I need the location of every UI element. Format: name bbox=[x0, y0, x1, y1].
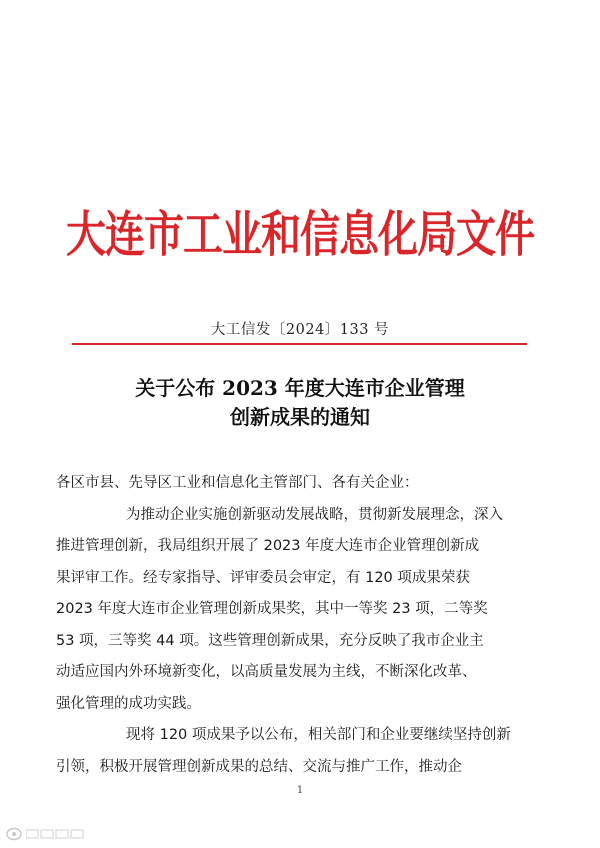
watermark bbox=[6, 826, 86, 842]
paragraph-line: 现将 120 项成果予以公布，相关部门和企业要继续坚持创新 bbox=[126, 727, 511, 743]
paragraph-line: 2023 年度大连市企业管理创新成果奖，其中一等奖 23 项，二等奖 bbox=[56, 601, 488, 617]
body-text bbox=[56, 468, 544, 783]
paragraph-line: 为推动企业实施创新驱动发展战略，贯彻新发展理念，深入 bbox=[126, 506, 503, 523]
watermark-mark bbox=[26, 828, 86, 840]
red-divider bbox=[72, 343, 527, 345]
salutation: 各区市县、先导区工业和信息化主管部门、各有关企业： bbox=[56, 475, 419, 491]
logo-icon bbox=[6, 827, 22, 841]
notice-title-line: 关于公布 2023 年度大连市企业管理 bbox=[135, 376, 465, 400]
notice-title-line: 创新成果的通知 bbox=[230, 405, 370, 429]
paragraph-line: 动适应国内外环境新变化，以高质量发展为主线，不断深化改革、 bbox=[56, 664, 477, 680]
paragraph-line: 53 项，三等奖 44 项。这些管理创新成果，充分反映了我市企业主 bbox=[56, 632, 484, 649]
notice-title bbox=[0, 374, 600, 432]
paragraph-line: 推进管理创新，我局组织开展了 2023 年度大连市企业管理创新成 bbox=[56, 538, 480, 554]
document-number: 大工信发〔2024〕133 号 bbox=[210, 322, 390, 338]
paragraph-line: 强化管理的成功实践。 bbox=[56, 695, 201, 712]
paragraph-line: 引领，积极开展管理创新成果的总结、交流与推广工作，推动企 bbox=[56, 758, 462, 775]
document-header-title: 大连市工业和信息化局文件 bbox=[66, 205, 534, 264]
page-number: 1 bbox=[296, 785, 304, 796]
paragraph-line: 果评审工作。经专家指导、评审委员会审定，有 120 项成果荣获 bbox=[56, 569, 470, 586]
